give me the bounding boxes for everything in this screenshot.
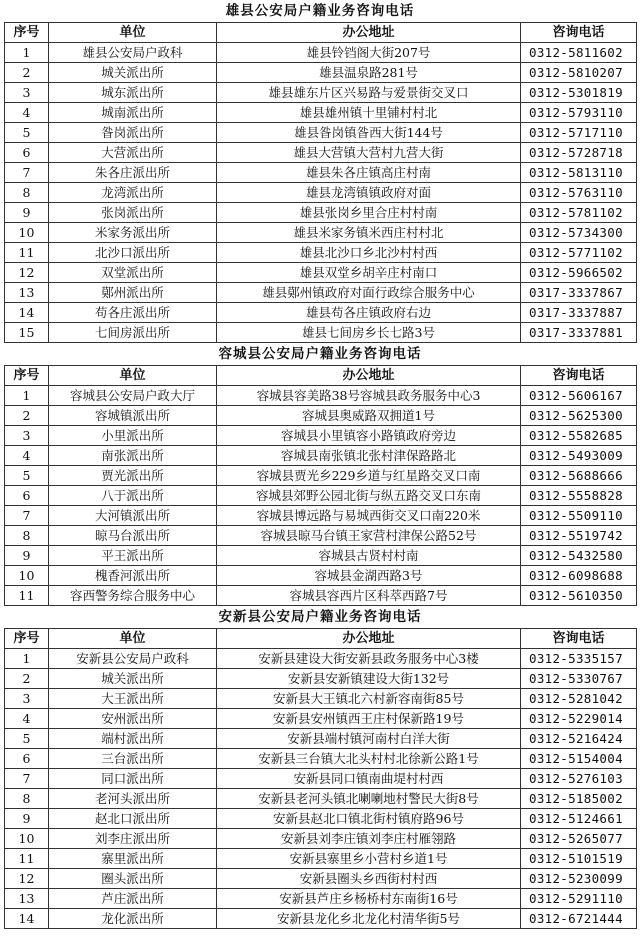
office-address: 安新县安州镇西王庄村保新路19号 <box>217 709 521 729</box>
unit-name: 城关派出所 <box>49 63 217 83</box>
unit-name: 朱各庄派出所 <box>49 163 217 183</box>
unit-name: 苟各庄派出所 <box>49 303 217 323</box>
header-no: 序号 <box>5 23 49 43</box>
row-number: 2 <box>5 63 49 83</box>
table-row <box>5 566 637 586</box>
section-anxin <box>4 606 636 929</box>
header-row <box>5 23 637 43</box>
section-title: 容城县公安局户籍业务咨询电话 <box>218 346 422 362</box>
row-number: 7 <box>5 506 49 526</box>
phone-number: 0312-5301819 <box>521 83 637 103</box>
table-row <box>5 223 637 243</box>
phone-number: 0312-5330767 <box>521 669 637 689</box>
row-number: 4 <box>5 709 49 729</box>
phone-number: 0312-5185002 <box>521 789 637 809</box>
row-number: 4 <box>5 103 49 123</box>
table-row <box>5 789 637 809</box>
table-row <box>5 263 637 283</box>
table-row <box>5 123 637 143</box>
unit-name: 小里派出所 <box>49 426 217 446</box>
phone-number: 0312-5813110 <box>521 163 637 183</box>
header-address: 办公地址 <box>217 629 521 649</box>
office-address: 安新县老河头镇北喇喇地村警民大街8号 <box>217 789 521 809</box>
row-number: 4 <box>5 446 49 466</box>
office-address: 雄县北沙口乡北沙村村西 <box>217 243 521 263</box>
row-number: 8 <box>5 789 49 809</box>
phone-number: 0312-5793110 <box>521 103 637 123</box>
table-row <box>5 729 637 749</box>
office-address: 雄县温泉路281号 <box>217 63 521 83</box>
row-number: 13 <box>5 283 49 303</box>
office-address: 安新县端村镇河南村白洋大街 <box>217 729 521 749</box>
header-address: 办公地址 <box>217 366 521 386</box>
unit-name: 安新县公安局户政科 <box>49 649 217 669</box>
section-title: 雄县公安局户籍业务咨询电话 <box>225 3 415 19</box>
office-address: 雄县鄚州镇政府对面行政综合服务中心 <box>217 283 521 303</box>
phone-number: 0312-5966502 <box>521 263 637 283</box>
unit-name: 平王派出所 <box>49 546 217 566</box>
unit-name: 双堂派出所 <box>49 263 217 283</box>
unit-name: 容城镇派出所 <box>49 406 217 426</box>
office-address: 雄县七间房乡长七路3号 <box>217 323 521 343</box>
unit-name: 城东派出所 <box>49 83 217 103</box>
office-address: 安新县寨里乡小营村乡道1号 <box>217 849 521 869</box>
table-row <box>5 506 637 526</box>
table-row <box>5 103 637 123</box>
office-address: 安新县同口镇南曲堤村村西 <box>217 769 521 789</box>
table-row <box>5 909 637 929</box>
office-address: 雄县苟各庄镇政府右边 <box>217 303 521 323</box>
phone-number: 0312-5101519 <box>521 849 637 869</box>
unit-name: 龙湾派出所 <box>49 183 217 203</box>
office-address: 雄县雄东片区兴易路与爱景街交叉口 <box>217 83 521 103</box>
unit-name: 赵北口派出所 <box>49 809 217 829</box>
phone-number: 0312-5124661 <box>521 809 637 829</box>
office-address: 安新县安新镇建设大街132号 <box>217 669 521 689</box>
header-phone: 咨询电话 <box>521 629 637 649</box>
table-row <box>5 183 637 203</box>
section-xiongxian <box>4 0 636 343</box>
office-address: 雄县朱各庄镇高庄村南 <box>217 163 521 183</box>
row-number: 11 <box>5 586 49 606</box>
table-row <box>5 546 637 566</box>
office-address: 安新县三台镇大北头村村北徐新公路1号 <box>217 749 521 769</box>
unit-name: 龙化派出所 <box>49 909 217 929</box>
section-rongcheng <box>4 343 636 606</box>
phone-number: 0312-6721444 <box>521 909 637 929</box>
row-number: 12 <box>5 263 49 283</box>
table-row <box>5 446 637 466</box>
row-number: 5 <box>5 123 49 143</box>
unit-name: 七间房派出所 <box>49 323 217 343</box>
row-number: 7 <box>5 163 49 183</box>
phone-number: 0312-5811602 <box>521 43 637 63</box>
directory-table <box>4 628 637 929</box>
phone-number: 0312-6098688 <box>521 566 637 586</box>
office-address: 雄县昝岗镇昝西大街144号 <box>217 123 521 143</box>
row-number: 1 <box>5 649 49 669</box>
row-number: 9 <box>5 203 49 223</box>
table-row <box>5 869 637 889</box>
unit-name: 同口派出所 <box>49 769 217 789</box>
row-number: 10 <box>5 223 49 243</box>
header-address: 办公地址 <box>217 23 521 43</box>
phone-number: 0312-5230099 <box>521 869 637 889</box>
row-number: 8 <box>5 526 49 546</box>
table-row <box>5 406 637 426</box>
row-number: 2 <box>5 406 49 426</box>
row-number: 5 <box>5 729 49 749</box>
table-row <box>5 466 637 486</box>
office-address: 容城县小里镇容小路镇政府旁边 <box>217 426 521 446</box>
row-number: 8 <box>5 183 49 203</box>
office-address: 容城县金湖西路3号 <box>217 566 521 586</box>
row-number: 9 <box>5 809 49 829</box>
phone-number: 0312-5154004 <box>521 749 637 769</box>
row-number: 12 <box>5 869 49 889</box>
phone-number: 0312-5810207 <box>521 63 637 83</box>
office-address: 雄县张岗乡里合庄村村南 <box>217 203 521 223</box>
header-row <box>5 629 637 649</box>
table-row <box>5 586 637 606</box>
row-number: 11 <box>5 849 49 869</box>
table-row <box>5 829 637 849</box>
unit-name: 大营派出所 <box>49 143 217 163</box>
table-row <box>5 669 637 689</box>
phone-number: 0312-5728718 <box>521 143 637 163</box>
phone-number: 0312-5582685 <box>521 426 637 446</box>
table-row <box>5 243 637 263</box>
unit-name: 芦庄派出所 <box>49 889 217 909</box>
header-no: 序号 <box>5 629 49 649</box>
table-row <box>5 809 637 829</box>
unit-name: 安州派出所 <box>49 709 217 729</box>
unit-name: 刘李庄派出所 <box>49 829 217 849</box>
table-row <box>5 63 637 83</box>
phone-number: 0312-5291110 <box>521 889 637 909</box>
row-number: 6 <box>5 749 49 769</box>
row-number: 9 <box>5 546 49 566</box>
unit-name: 城南派出所 <box>49 103 217 123</box>
row-number: 14 <box>5 909 49 929</box>
phone-number: 0312-5432580 <box>521 546 637 566</box>
phone-number: 0317-3337867 <box>521 283 637 303</box>
office-address: 安新县建设大街安新县政务服务中心3楼 <box>217 649 521 669</box>
unit-name: 雄县公安局户政科 <box>49 43 217 63</box>
office-address: 容城县古贤村村南 <box>217 546 521 566</box>
phone-number: 0312-5335157 <box>521 649 637 669</box>
phone-number: 0312-5771102 <box>521 243 637 263</box>
table-row <box>5 749 637 769</box>
office-address: 安新县刘李庄镇刘李庄村雁翎路 <box>217 829 521 849</box>
office-address: 雄县龙湾镇镇政府对面 <box>217 183 521 203</box>
phone-number: 0312-5265077 <box>521 829 637 849</box>
table-row <box>5 43 637 63</box>
office-address: 安新县赵北口镇北街村镇府路96号 <box>217 809 521 829</box>
table-row <box>5 849 637 869</box>
phone-number: 0312-5781102 <box>521 203 637 223</box>
phone-number: 0312-5216424 <box>521 729 637 749</box>
table-row <box>5 143 637 163</box>
phone-number: 0312-5276103 <box>521 769 637 789</box>
phone-number: 0312-5606167 <box>521 386 637 406</box>
office-address: 安新县大王镇北六村新容南街85号 <box>217 689 521 709</box>
table-row <box>5 709 637 729</box>
office-address: 雄县大营镇大营村九营大街 <box>217 143 521 163</box>
office-address: 雄县双堂乡胡辛庄村南口 <box>217 263 521 283</box>
table-row <box>5 649 637 669</box>
table-row <box>5 163 637 183</box>
directory-table <box>4 365 637 606</box>
row-number: 10 <box>5 566 49 586</box>
phone-number: 0312-5688666 <box>521 466 637 486</box>
row-number: 1 <box>5 43 49 63</box>
unit-name: 鄚州派出所 <box>49 283 217 303</box>
unit-name: 城关派出所 <box>49 669 217 689</box>
phone-number: 0312-5610350 <box>521 586 637 606</box>
unit-name: 昝岗派出所 <box>49 123 217 143</box>
unit-name: 端村派出所 <box>49 729 217 749</box>
office-address: 容城县郊野公园北街与纵五路交叉口东南 <box>217 486 521 506</box>
header-unit: 单位 <box>49 366 217 386</box>
unit-name: 圈头派出所 <box>49 869 217 889</box>
table-row <box>5 426 637 446</box>
unit-name: 寨里派出所 <box>49 849 217 869</box>
row-number: 11 <box>5 243 49 263</box>
row-number: 1 <box>5 386 49 406</box>
row-number: 15 <box>5 323 49 343</box>
row-number: 2 <box>5 669 49 689</box>
row-number: 6 <box>5 486 49 506</box>
table-row <box>5 486 637 506</box>
table-row <box>5 526 637 546</box>
unit-name: 米家务派出所 <box>49 223 217 243</box>
header-unit: 单位 <box>49 23 217 43</box>
table-row <box>5 83 637 103</box>
table-row <box>5 303 637 323</box>
row-number: 3 <box>5 689 49 709</box>
unit-name: 容城县公安局户政大厅 <box>49 386 217 406</box>
office-address: 容城县容美路38号容城县政务服务中心3 <box>217 386 521 406</box>
office-address: 安新县圈头乡西街村村西 <box>217 869 521 889</box>
office-address: 容城县南张镇北张村津保路路北 <box>217 446 521 466</box>
unit-name: 大河镇派出所 <box>49 506 217 526</box>
office-address: 容城县博远路与易城西街交叉口南220米 <box>217 506 521 526</box>
office-address: 雄县雄州镇十里铺村村北 <box>217 103 521 123</box>
header-unit: 单位 <box>49 629 217 649</box>
row-number: 6 <box>5 143 49 163</box>
phone-number: 0312-5493009 <box>521 446 637 466</box>
office-address: 雄县米家务镇米西庄村村北 <box>217 223 521 243</box>
phone-number: 0312-5734300 <box>521 223 637 243</box>
unit-name: 北沙口派出所 <box>49 243 217 263</box>
phone-number: 0312-5281042 <box>521 689 637 709</box>
header-row <box>5 366 637 386</box>
section-title: 安新县公安局户籍业务咨询电话 <box>218 609 422 625</box>
row-number: 3 <box>5 426 49 446</box>
office-address: 安新县芦庄乡杨桥村东南街16号 <box>217 889 521 909</box>
unit-name: 三台派出所 <box>49 749 217 769</box>
directory-table <box>4 22 637 343</box>
unit-name: 槐香河派出所 <box>49 566 217 586</box>
row-number: 14 <box>5 303 49 323</box>
unit-name: 贾光派出所 <box>49 466 217 486</box>
unit-name: 南张派出所 <box>49 446 217 466</box>
office-address: 容城县容西片区科萃西路7号 <box>217 586 521 606</box>
header-phone: 咨询电话 <box>521 366 637 386</box>
phone-number: 0317-3337887 <box>521 303 637 323</box>
unit-name: 容西警务综合服务中心 <box>49 586 217 606</box>
table-row <box>5 689 637 709</box>
office-address: 安新县龙化乡北龙化村清华街5号 <box>217 909 521 929</box>
table-row <box>5 386 637 406</box>
header-no: 序号 <box>5 366 49 386</box>
office-address: 容城县晾马台镇王家营村津保公路52号 <box>217 526 521 546</box>
phone-number: 0312-5717110 <box>521 123 637 143</box>
unit-name: 张岗派出所 <box>49 203 217 223</box>
office-address: 雄县铃铛阁大街207号 <box>217 43 521 63</box>
table-row <box>5 203 637 223</box>
row-number: 5 <box>5 466 49 486</box>
phone-number: 0312-5519742 <box>521 526 637 546</box>
unit-name: 老河头派出所 <box>49 789 217 809</box>
office-address: 容城县奥威路双拥道1号 <box>217 406 521 426</box>
phone-number: 0312-5509110 <box>521 506 637 526</box>
unit-name: 大王派出所 <box>49 689 217 709</box>
row-number: 7 <box>5 769 49 789</box>
unit-name: 八于派出所 <box>49 486 217 506</box>
phone-number: 0312-5763110 <box>521 183 637 203</box>
phone-number: 0312-5625300 <box>521 406 637 426</box>
header-phone: 咨询电话 <box>521 23 637 43</box>
row-number: 3 <box>5 83 49 103</box>
row-number: 13 <box>5 889 49 909</box>
table-row <box>5 283 637 303</box>
row-number: 10 <box>5 829 49 849</box>
table-row <box>5 769 637 789</box>
phone-number: 0312-5229014 <box>521 709 637 729</box>
table-row <box>5 889 637 909</box>
table-row <box>5 323 637 343</box>
unit-name: 晾马台派出所 <box>49 526 217 546</box>
office-address: 容城县贾光乡229乡道与红星路交叉口南 <box>217 466 521 486</box>
phone-number: 0317-3337881 <box>521 323 637 343</box>
phone-number: 0312-5558828 <box>521 486 637 506</box>
